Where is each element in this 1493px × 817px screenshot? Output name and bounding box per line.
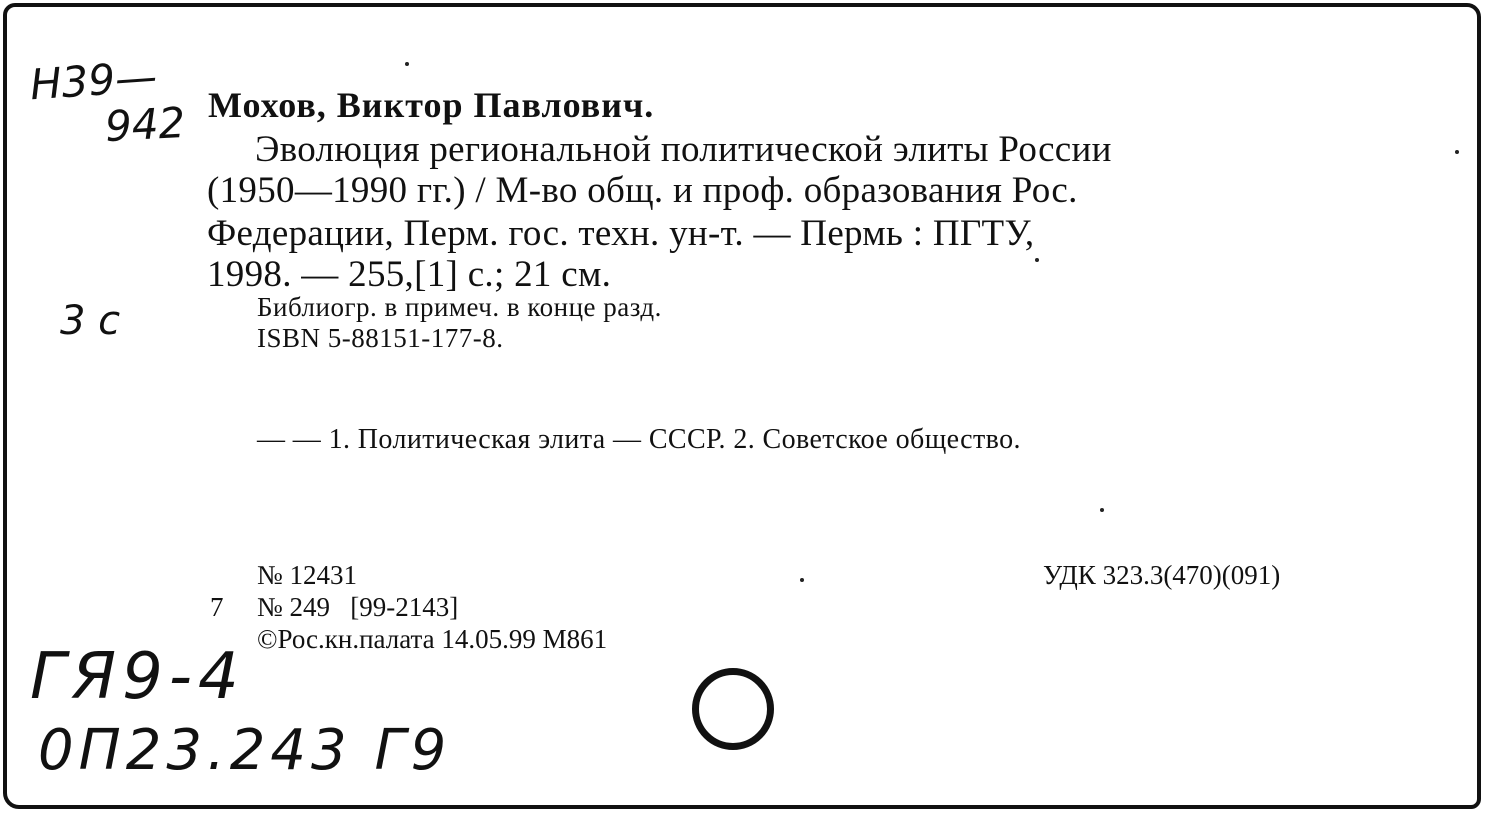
title-line-1: Эволюция региональной политической элиты России — [255, 129, 1112, 170]
handwritten-code-top-1: Н39— — [28, 51, 159, 110]
scan-speck — [405, 62, 409, 66]
scan-speck — [800, 578, 804, 582]
title-line-3: Федерации, Перм. гос. техн. ун-т. — Пермь : ПГТУ, — [207, 213, 1035, 254]
bibliography-note: Библиогр. в примеч. в конце разд. — [257, 292, 662, 322]
record-prefix: 7 — [210, 592, 224, 622]
title-line-4: 1998. — 255,[1] с.; 21 см. — [207, 254, 612, 295]
isbn-note: ISBN 5-88151-177-8. — [257, 323, 504, 353]
handwritten-code-top-2: 942 — [103, 97, 187, 152]
record-number-1: № 12431 — [257, 560, 358, 590]
udk-code: УДК 323.3(470)(091) — [1043, 560, 1281, 590]
scan-speck — [1100, 508, 1104, 512]
subject-headings: — — 1. Политическая элита — СССР. 2. Советское общество. — [257, 424, 1021, 455]
punch-hole — [692, 668, 774, 750]
handwritten-code-bottom-2: 0П23.243 Г9 — [38, 718, 452, 783]
scan-speck — [1455, 150, 1459, 154]
handwritten-side-mark: 3 с — [60, 298, 121, 344]
scan-speck — [1035, 258, 1039, 262]
author-heading: Мохов, Виктор Павлович. — [208, 85, 655, 125]
book-chamber-line: ©Рос.кн.палата 14.05.99 М861 — [257, 624, 608, 654]
title-line-2: (1950—1990 гг.) / М-во общ. и проф. образования Рос. — [207, 170, 1078, 211]
record-number-2: № 249 [99-2143] — [257, 592, 459, 622]
handwritten-code-bottom-1: ГЯ9-4 — [30, 640, 245, 714]
